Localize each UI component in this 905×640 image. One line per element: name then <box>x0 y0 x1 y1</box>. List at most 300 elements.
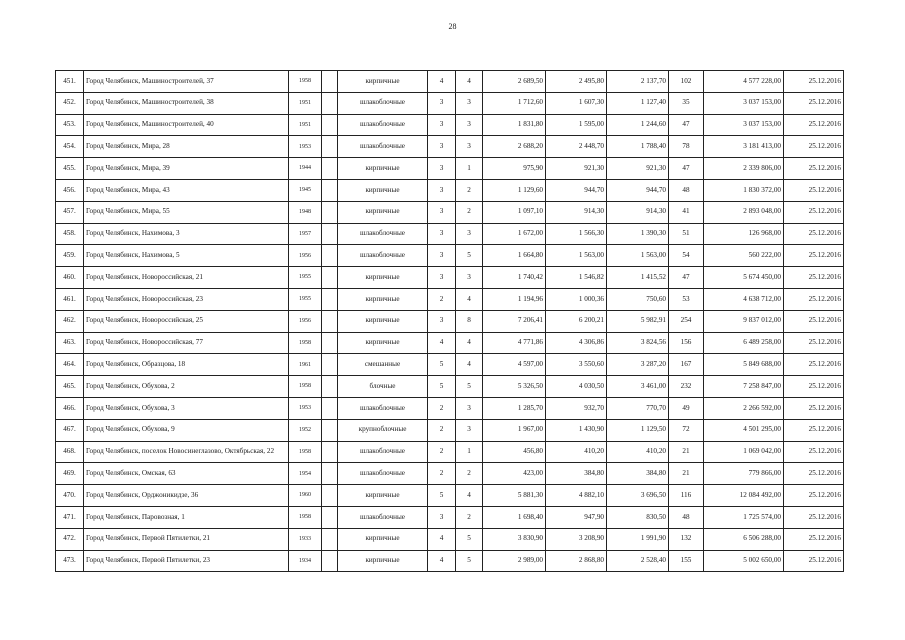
cost-cell: 3 037 153,00 <box>704 114 784 136</box>
page-number: 28 <box>448 22 457 31</box>
residents-cell: 254 <box>669 310 704 332</box>
wall-material-cell: шлакоблочные <box>338 245 428 267</box>
residential-area-cell: 5 982,91 <box>607 310 669 332</box>
date-cell: 25.12.2016 <box>784 550 844 572</box>
year-built-cell: 1951 <box>289 92 322 114</box>
cost-cell: 4 638 712,00 <box>704 288 784 310</box>
blank-cell <box>322 332 338 354</box>
table-row <box>56 376 844 398</box>
address-cell: Город Челябинск, поселок Новосинеглазово, Октябрьская, 22 <box>84 441 289 463</box>
residential-area-cell: 3 824,56 <box>607 332 669 354</box>
address-cell: Город Челябинск, Новороссийская, 25 <box>84 310 289 332</box>
total-area-cell: 1 712,60 <box>483 92 546 114</box>
entrances-cell: 4 <box>456 71 483 93</box>
cost-cell: 1 725 574,00 <box>704 506 784 528</box>
residential-area-cell: 3 287,20 <box>607 354 669 376</box>
living-area-cell: 2 868,80 <box>546 550 607 572</box>
entrances-cell: 4 <box>456 332 483 354</box>
blank-cell <box>322 419 338 441</box>
total-area-cell: 4 597,00 <box>483 354 546 376</box>
floors-cell: 5 <box>428 354 456 376</box>
living-area-cell: 1 607,30 <box>546 92 607 114</box>
blank-cell <box>322 267 338 289</box>
address-cell: Город Челябинск, Первой Пятилетки, 23 <box>84 550 289 572</box>
entrances-cell: 1 <box>456 441 483 463</box>
address-cell: Город Челябинск, Машиностроителей, 37 <box>84 71 289 93</box>
blank-cell <box>322 245 338 267</box>
floors-cell: 3 <box>428 136 456 158</box>
floors-cell: 3 <box>428 245 456 267</box>
total-area-cell: 1 097,10 <box>483 201 546 223</box>
living-area-cell: 944,70 <box>546 179 607 201</box>
cost-cell: 126 968,00 <box>704 223 784 245</box>
entrances-cell: 2 <box>456 506 483 528</box>
wall-material-cell: шлакоблочные <box>338 463 428 485</box>
entrances-cell: 4 <box>456 354 483 376</box>
row-number-cell: 460. <box>56 267 84 289</box>
entrances-cell: 5 <box>456 245 483 267</box>
date-cell: 25.12.2016 <box>784 485 844 507</box>
wall-material-cell: кирпичные <box>338 158 428 180</box>
residents-cell: 72 <box>669 419 704 441</box>
total-area-cell: 7 206,41 <box>483 310 546 332</box>
residential-area-cell: 750,60 <box>607 288 669 310</box>
address-cell: Город Челябинск, Машиностроителей, 38 <box>84 92 289 114</box>
table-row <box>56 310 844 332</box>
blank-cell <box>322 136 338 158</box>
living-area-cell: 2 448,70 <box>546 136 607 158</box>
row-number-cell: 455. <box>56 158 84 180</box>
table-row <box>56 441 844 463</box>
entrances-cell: 2 <box>456 201 483 223</box>
living-area-cell: 921,30 <box>546 158 607 180</box>
living-area-cell: 1 566,30 <box>546 223 607 245</box>
address-cell: Город Челябинск, Новороссийская, 77 <box>84 332 289 354</box>
wall-material-cell: шлакоблочные <box>338 92 428 114</box>
row-number-cell: 467. <box>56 419 84 441</box>
year-built-cell: 1951 <box>289 114 322 136</box>
residents-cell: 47 <box>669 267 704 289</box>
wall-material-cell: шлакоблочные <box>338 506 428 528</box>
entrances-cell: 5 <box>456 550 483 572</box>
wall-material-cell: кирпичные <box>338 310 428 332</box>
table-row <box>56 354 844 376</box>
floors-cell: 4 <box>428 71 456 93</box>
cost-cell: 1 830 372,00 <box>704 179 784 201</box>
wall-material-cell: кирпичные <box>338 179 428 201</box>
entrances-cell: 3 <box>456 223 483 245</box>
living-area-cell: 3 550,60 <box>546 354 607 376</box>
wall-material-cell: крупноблочные <box>338 419 428 441</box>
cost-cell: 12 084 492,00 <box>704 485 784 507</box>
entrances-cell: 3 <box>456 267 483 289</box>
total-area-cell: 1 285,70 <box>483 397 546 419</box>
residents-cell: 155 <box>669 550 704 572</box>
residential-area-cell: 944,70 <box>607 179 669 201</box>
blank-cell <box>322 201 338 223</box>
residents-cell: 132 <box>669 528 704 550</box>
wall-material-cell: кирпичные <box>338 485 428 507</box>
residential-area-cell: 830,50 <box>607 506 669 528</box>
row-number-cell: 466. <box>56 397 84 419</box>
total-area-cell: 1 740,42 <box>483 267 546 289</box>
table-row <box>56 245 844 267</box>
table-row <box>56 179 844 201</box>
date-cell: 25.12.2016 <box>784 528 844 550</box>
address-cell: Город Челябинск, Мира, 39 <box>84 158 289 180</box>
residents-cell: 167 <box>669 354 704 376</box>
table-row <box>56 136 844 158</box>
table-row <box>56 223 844 245</box>
blank-cell <box>322 223 338 245</box>
date-cell: 25.12.2016 <box>784 441 844 463</box>
floors-cell: 2 <box>428 441 456 463</box>
living-area-cell: 6 200,21 <box>546 310 607 332</box>
date-cell: 25.12.2016 <box>784 223 844 245</box>
date-cell: 25.12.2016 <box>784 158 844 180</box>
floors-cell: 3 <box>428 114 456 136</box>
total-area-cell: 1 672,00 <box>483 223 546 245</box>
table-row <box>56 71 844 93</box>
living-area-cell: 914,30 <box>546 201 607 223</box>
blank-cell <box>322 376 338 398</box>
entrances-cell: 8 <box>456 310 483 332</box>
residents-cell: 51 <box>669 223 704 245</box>
row-number-cell: 469. <box>56 463 84 485</box>
living-area-cell: 947,90 <box>546 506 607 528</box>
row-number-cell: 468. <box>56 441 84 463</box>
year-built-cell: 1956 <box>289 310 322 332</box>
floors-cell: 3 <box>428 506 456 528</box>
table-row <box>56 550 844 572</box>
wall-material-cell: шлакоблочные <box>338 136 428 158</box>
total-area-cell: 456,80 <box>483 441 546 463</box>
year-built-cell: 1948 <box>289 201 322 223</box>
floors-cell: 2 <box>428 463 456 485</box>
entrances-cell: 3 <box>456 92 483 114</box>
cost-cell: 9 837 012,00 <box>704 310 784 332</box>
living-area-cell: 932,70 <box>546 397 607 419</box>
cost-cell: 7 258 847,00 <box>704 376 784 398</box>
wall-material-cell: шлакоблочные <box>338 397 428 419</box>
cost-cell: 2 893 048,00 <box>704 201 784 223</box>
address-cell: Город Челябинск, Нахимова, 5 <box>84 245 289 267</box>
cost-cell: 3 181 413,00 <box>704 136 784 158</box>
total-area-cell: 3 830,90 <box>483 528 546 550</box>
entrances-cell: 3 <box>456 114 483 136</box>
residents-cell: 156 <box>669 332 704 354</box>
residential-area-cell: 3 461,00 <box>607 376 669 398</box>
row-number-cell: 453. <box>56 114 84 136</box>
floors-cell: 2 <box>428 397 456 419</box>
date-cell: 25.12.2016 <box>784 288 844 310</box>
total-area-cell: 1 698,40 <box>483 506 546 528</box>
entrances-cell: 2 <box>456 463 483 485</box>
date-cell: 25.12.2016 <box>784 463 844 485</box>
date-cell: 25.12.2016 <box>784 92 844 114</box>
address-cell: Город Челябинск, Орджоникидзе, 36 <box>84 485 289 507</box>
address-cell: Город Челябинск, Омская, 63 <box>84 463 289 485</box>
year-built-cell: 1955 <box>289 267 322 289</box>
floors-cell: 3 <box>428 267 456 289</box>
total-area-cell: 5 326,50 <box>483 376 546 398</box>
year-built-cell: 1954 <box>289 463 322 485</box>
address-cell: Город Челябинск, Первой Пятилетки, 21 <box>84 528 289 550</box>
floors-cell: 4 <box>428 332 456 354</box>
blank-cell <box>322 158 338 180</box>
floors-cell: 3 <box>428 179 456 201</box>
wall-material-cell: смешанные <box>338 354 428 376</box>
entrances-cell: 5 <box>456 376 483 398</box>
wall-material-cell: кирпичные <box>338 288 428 310</box>
living-area-cell: 1 595,00 <box>546 114 607 136</box>
address-cell: Город Челябинск, Новороссийская, 23 <box>84 288 289 310</box>
year-built-cell: 1957 <box>289 223 322 245</box>
date-cell: 25.12.2016 <box>784 71 844 93</box>
floors-cell: 3 <box>428 158 456 180</box>
wall-material-cell: кирпичные <box>338 201 428 223</box>
table-row <box>56 92 844 114</box>
address-cell: Город Челябинск, Обухова, 3 <box>84 397 289 419</box>
year-built-cell: 1944 <box>289 158 322 180</box>
cost-cell: 4 501 295,00 <box>704 419 784 441</box>
residents-cell: 47 <box>669 158 704 180</box>
total-area-cell: 4 771,86 <box>483 332 546 354</box>
cost-cell: 5 849 688,00 <box>704 354 784 376</box>
blank-cell <box>322 528 338 550</box>
living-area-cell: 1 430,90 <box>546 419 607 441</box>
total-area-cell: 1 967,00 <box>483 419 546 441</box>
entrances-cell: 5 <box>456 528 483 550</box>
cost-cell: 560 222,00 <box>704 245 784 267</box>
total-area-cell: 975,90 <box>483 158 546 180</box>
row-number-cell: 458. <box>56 223 84 245</box>
residents-cell: 102 <box>669 71 704 93</box>
floors-cell: 3 <box>428 223 456 245</box>
blank-cell <box>322 397 338 419</box>
floors-cell: 5 <box>428 485 456 507</box>
blank-cell <box>322 354 338 376</box>
row-number-cell: 451. <box>56 71 84 93</box>
entrances-cell: 4 <box>456 288 483 310</box>
residents-cell: 54 <box>669 245 704 267</box>
residential-area-cell: 770,70 <box>607 397 669 419</box>
address-cell: Город Челябинск, Паровозная, 1 <box>84 506 289 528</box>
entrances-cell: 3 <box>456 397 483 419</box>
table-row <box>56 506 844 528</box>
residential-area-cell: 1 390,30 <box>607 223 669 245</box>
blank-cell <box>322 92 338 114</box>
date-cell: 25.12.2016 <box>784 376 844 398</box>
table-row <box>56 332 844 354</box>
year-built-cell: 1961 <box>289 354 322 376</box>
year-built-cell: 1934 <box>289 550 322 572</box>
floors-cell: 5 <box>428 376 456 398</box>
residents-cell: 41 <box>669 201 704 223</box>
entrances-cell: 3 <box>456 136 483 158</box>
table-row <box>56 114 844 136</box>
row-number-cell: 461. <box>56 288 84 310</box>
floors-cell: 3 <box>428 310 456 332</box>
total-area-cell: 5 881,30 <box>483 485 546 507</box>
living-area-cell: 3 208,90 <box>546 528 607 550</box>
residential-area-cell: 1 991,90 <box>607 528 669 550</box>
year-built-cell: 1945 <box>289 179 322 201</box>
living-area-cell: 1 563,00 <box>546 245 607 267</box>
residents-cell: 78 <box>669 136 704 158</box>
row-number-cell: 470. <box>56 485 84 507</box>
entrances-cell: 4 <box>456 485 483 507</box>
year-built-cell: 1958 <box>289 376 322 398</box>
table-row <box>56 463 844 485</box>
row-number-cell: 464. <box>56 354 84 376</box>
table-row <box>56 267 844 289</box>
living-area-cell: 410,20 <box>546 441 607 463</box>
residential-area-cell: 3 696,50 <box>607 485 669 507</box>
year-built-cell: 1953 <box>289 397 322 419</box>
total-area-cell: 1 664,80 <box>483 245 546 267</box>
residential-area-cell: 2 528,40 <box>607 550 669 572</box>
residents-cell: 232 <box>669 376 704 398</box>
table-row <box>56 485 844 507</box>
year-built-cell: 1952 <box>289 419 322 441</box>
residential-area-cell: 384,80 <box>607 463 669 485</box>
address-cell: Город Челябинск, Обухова, 2 <box>84 376 289 398</box>
living-area-cell: 4 882,10 <box>546 485 607 507</box>
residents-cell: 21 <box>669 463 704 485</box>
row-number-cell: 457. <box>56 201 84 223</box>
year-built-cell: 1956 <box>289 245 322 267</box>
address-cell: Город Челябинск, Образцова, 18 <box>84 354 289 376</box>
residential-area-cell: 1 788,40 <box>607 136 669 158</box>
residential-area-cell: 921,30 <box>607 158 669 180</box>
blank-cell <box>322 463 338 485</box>
cost-cell: 779 866,00 <box>704 463 784 485</box>
residents-cell: 48 <box>669 506 704 528</box>
housing-table <box>55 70 844 572</box>
floors-cell: 3 <box>428 92 456 114</box>
entrances-cell: 3 <box>456 419 483 441</box>
floors-cell: 4 <box>428 550 456 572</box>
year-built-cell: 1933 <box>289 528 322 550</box>
residents-cell: 35 <box>669 92 704 114</box>
cost-cell: 1 069 042,00 <box>704 441 784 463</box>
cost-cell: 5 002 650,00 <box>704 550 784 572</box>
cost-cell: 4 577 228,00 <box>704 71 784 93</box>
floors-cell: 4 <box>428 528 456 550</box>
year-built-cell: 1958 <box>289 71 322 93</box>
address-cell: Город Челябинск, Мира, 55 <box>84 201 289 223</box>
row-number-cell: 472. <box>56 528 84 550</box>
cost-cell: 2 339 806,00 <box>704 158 784 180</box>
residential-area-cell: 1 129,50 <box>607 419 669 441</box>
table-row <box>56 419 844 441</box>
cost-cell: 6 489 258,00 <box>704 332 784 354</box>
blank-cell <box>322 441 338 463</box>
residents-cell: 48 <box>669 179 704 201</box>
table-row <box>56 288 844 310</box>
table-row <box>56 201 844 223</box>
table-row <box>56 158 844 180</box>
living-area-cell: 2 495,80 <box>546 71 607 93</box>
living-area-cell: 384,80 <box>546 463 607 485</box>
address-cell: Город Челябинск, Обухова, 9 <box>84 419 289 441</box>
year-built-cell: 1955 <box>289 288 322 310</box>
wall-material-cell: шлакоблочные <box>338 114 428 136</box>
residential-area-cell: 410,20 <box>607 441 669 463</box>
total-area-cell: 2 689,50 <box>483 71 546 93</box>
date-cell: 25.12.2016 <box>784 179 844 201</box>
blank-cell <box>322 310 338 332</box>
wall-material-cell: кирпичные <box>338 267 428 289</box>
row-number-cell: 454. <box>56 136 84 158</box>
total-area-cell: 2 688,20 <box>483 136 546 158</box>
residential-area-cell: 1 244,60 <box>607 114 669 136</box>
row-number-cell: 462. <box>56 310 84 332</box>
wall-material-cell: кирпичные <box>338 528 428 550</box>
row-number-cell: 456. <box>56 179 84 201</box>
floors-cell: 2 <box>428 288 456 310</box>
total-area-cell: 423,00 <box>483 463 546 485</box>
residents-cell: 53 <box>669 288 704 310</box>
living-area-cell: 1 000,36 <box>546 288 607 310</box>
row-number-cell: 465. <box>56 376 84 398</box>
blank-cell <box>322 550 338 572</box>
year-built-cell: 1958 <box>289 441 322 463</box>
entrances-cell: 2 <box>456 179 483 201</box>
year-built-cell: 1958 <box>289 506 322 528</box>
blank-cell <box>322 506 338 528</box>
row-number-cell: 459. <box>56 245 84 267</box>
year-built-cell: 1958 <box>289 332 322 354</box>
residents-cell: 116 <box>669 485 704 507</box>
wall-material-cell: кирпичные <box>338 71 428 93</box>
residential-area-cell: 1 415,52 <box>607 267 669 289</box>
total-area-cell: 1 194,96 <box>483 288 546 310</box>
row-number-cell: 463. <box>56 332 84 354</box>
blank-cell <box>322 71 338 93</box>
residents-cell: 47 <box>669 114 704 136</box>
residential-area-cell: 2 137,70 <box>607 71 669 93</box>
residents-cell: 21 <box>669 441 704 463</box>
table-row <box>56 397 844 419</box>
blank-cell <box>322 114 338 136</box>
cost-cell: 5 674 450,00 <box>704 267 784 289</box>
year-built-cell: 1960 <box>289 485 322 507</box>
wall-material-cell: блочные <box>338 376 428 398</box>
address-cell: Город Челябинск, Нахимова, 3 <box>84 223 289 245</box>
floors-cell: 2 <box>428 419 456 441</box>
row-number-cell: 471. <box>56 506 84 528</box>
wall-material-cell: шлакоблочные <box>338 441 428 463</box>
living-area-cell: 4 306,86 <box>546 332 607 354</box>
address-cell: Город Челябинск, Машиностроителей, 40 <box>84 114 289 136</box>
date-cell: 25.12.2016 <box>784 506 844 528</box>
date-cell: 25.12.2016 <box>784 136 844 158</box>
entrances-cell: 1 <box>456 158 483 180</box>
date-cell: 25.12.2016 <box>784 354 844 376</box>
date-cell: 25.12.2016 <box>784 397 844 419</box>
date-cell: 25.12.2016 <box>784 245 844 267</box>
address-cell: Город Челябинск, Новороссийская, 21 <box>84 267 289 289</box>
living-area-cell: 4 030,50 <box>546 376 607 398</box>
floors-cell: 3 <box>428 201 456 223</box>
residential-area-cell: 914,30 <box>607 201 669 223</box>
blank-cell <box>322 288 338 310</box>
year-built-cell: 1953 <box>289 136 322 158</box>
row-number-cell: 473. <box>56 550 84 572</box>
total-area-cell: 1 129,60 <box>483 179 546 201</box>
